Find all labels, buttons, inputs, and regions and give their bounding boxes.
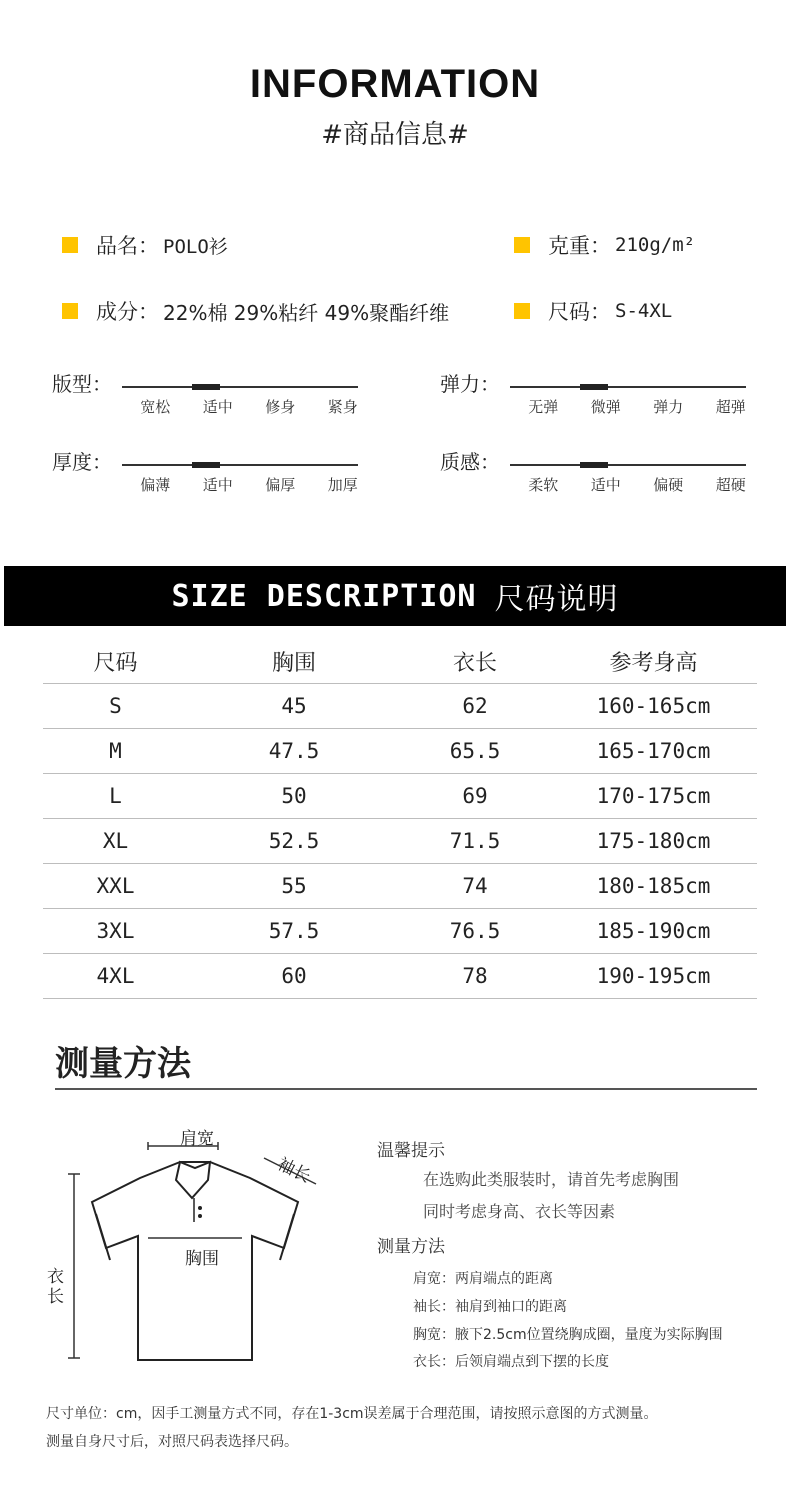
scale-label: 版型： bbox=[52, 372, 112, 396]
table-row bbox=[43, 774, 757, 819]
table-cell: 175-180cm bbox=[596, 829, 711, 853]
button-dot bbox=[198, 1206, 202, 1210]
footer-note: 测量自身尺寸后，对照尺码表选择尺码。 bbox=[46, 1434, 298, 1450]
method-line: 肩宽：两肩端点的距离 bbox=[413, 1271, 553, 1287]
table-cell: 180-185cm bbox=[596, 874, 711, 898]
section-divider bbox=[55, 1088, 757, 1090]
info-value: 22%棉 29%粘纤 49%聚酯纤维 bbox=[163, 300, 450, 325]
table-header-cell: 参考身高 bbox=[609, 651, 698, 676]
info-label: 尺码： bbox=[548, 300, 611, 324]
scale-marker bbox=[192, 384, 220, 390]
scale-option: 偏薄 bbox=[140, 476, 171, 494]
diagram-label-sleeve: 袖长 bbox=[274, 1154, 314, 1188]
scale-option: 超弹 bbox=[715, 398, 746, 416]
banner-title-en: SIZE DESCRIPTION bbox=[171, 578, 477, 614]
scale-option: 修身 bbox=[265, 398, 296, 416]
info-item-size bbox=[514, 296, 672, 326]
table-row bbox=[43, 864, 757, 909]
table-cell: 47.5 bbox=[268, 739, 320, 763]
info-value: 210g/m² bbox=[615, 234, 696, 256]
table-cell: 69 bbox=[462, 784, 488, 808]
table-cell: XXL bbox=[96, 874, 135, 898]
table-cell: 4XL bbox=[96, 964, 135, 988]
table-row bbox=[43, 729, 757, 774]
size-table bbox=[43, 640, 757, 999]
table-cell: 74 bbox=[462, 874, 488, 898]
bullet-square-icon bbox=[514, 237, 530, 253]
table-row bbox=[43, 819, 757, 864]
scale-option: 宽松 bbox=[140, 398, 171, 416]
scale-marker bbox=[580, 462, 608, 468]
info-value: S-4XL bbox=[615, 300, 673, 322]
table-header-row bbox=[43, 640, 757, 684]
tip-line: 在选购此类服装时，请首先考虑胸围 bbox=[423, 1170, 680, 1189]
table-cell: 165-170cm bbox=[596, 739, 711, 763]
diagram-label-length-1: 衣 bbox=[47, 1267, 64, 1287]
left-cuff bbox=[96, 1214, 110, 1260]
scale-marker bbox=[580, 384, 608, 390]
info-item-name bbox=[62, 230, 228, 260]
scale-option: 适中 bbox=[202, 398, 233, 416]
section-title-information: INFORMATION bbox=[249, 62, 541, 106]
table-header-cell: 胸围 bbox=[271, 651, 316, 676]
table-cell: 78 bbox=[462, 964, 488, 988]
info-label: 品名： bbox=[96, 234, 159, 258]
table-cell: 65.5 bbox=[449, 739, 501, 763]
table-row bbox=[43, 684, 757, 729]
bullet-square-icon bbox=[514, 303, 530, 319]
table-cell: 60 bbox=[281, 964, 307, 988]
table-cell: XL bbox=[102, 829, 129, 853]
info-value: POLO衫 bbox=[163, 235, 228, 258]
scale-track bbox=[510, 464, 746, 466]
scale-track bbox=[122, 464, 358, 466]
tip-line: 同时考虑身高、衣长等因素 bbox=[423, 1202, 616, 1221]
scale-option: 加厚 bbox=[327, 476, 358, 494]
scale-option: 无弹 bbox=[528, 398, 559, 416]
method-line: 衣长：后领肩端点到下摆的长度 bbox=[413, 1354, 609, 1370]
scale-label: 厚度： bbox=[52, 450, 112, 474]
scale-option: 适中 bbox=[590, 476, 621, 494]
scale-option: 适中 bbox=[202, 476, 233, 494]
bullet-square-icon bbox=[62, 303, 78, 319]
table-header-cell: 尺码 bbox=[93, 651, 138, 676]
banner-title-cn: 尺码说明 bbox=[494, 582, 619, 617]
table-cell: 190-195cm bbox=[596, 964, 711, 988]
scale-option: 紧身 bbox=[327, 398, 358, 416]
scale-option: 微弹 bbox=[590, 398, 621, 416]
scale-fit bbox=[52, 368, 382, 418]
button-dot bbox=[198, 1214, 202, 1218]
scale-label: 弹力： bbox=[440, 372, 500, 396]
diagram-label-chest: 胸围 bbox=[185, 1249, 219, 1269]
scale-track bbox=[510, 386, 746, 388]
method-line: 袖长：袖肩到袖口的距离 bbox=[413, 1299, 567, 1315]
right-cuff bbox=[280, 1214, 294, 1260]
scale-label: 质感： bbox=[440, 450, 500, 474]
scale-thickness bbox=[52, 446, 382, 496]
info-label: 克重： bbox=[548, 234, 611, 258]
scale-option: 弹力 bbox=[653, 398, 684, 416]
method-line: 胸宽：腋下2.5cm位置绕胸成圈，量度为实际胸围 bbox=[413, 1327, 723, 1343]
table-cell: 50 bbox=[281, 784, 307, 808]
table-cell: S bbox=[109, 694, 122, 718]
info-item-weight bbox=[514, 230, 695, 260]
table-cell: 160-165cm bbox=[596, 694, 711, 718]
method-title: 测量方法 bbox=[377, 1237, 445, 1257]
diagram-label-length-2: 长 bbox=[47, 1287, 64, 1307]
polo-shirt-diagram bbox=[40, 1110, 340, 1370]
measure-section-title: 测量方法 bbox=[55, 1044, 191, 1084]
table-row bbox=[43, 909, 757, 954]
scale-marker bbox=[192, 462, 220, 468]
table-row bbox=[43, 954, 757, 999]
size-description-banner bbox=[4, 566, 786, 626]
info-item-composition bbox=[62, 296, 449, 326]
footer-note: 尺寸单位：cm，因手工测量方式不同，存在1-3cm误差属于合理范围，请按照示意图的方式测量。 bbox=[46, 1406, 658, 1422]
shirt-collar bbox=[176, 1162, 210, 1198]
scale-texture bbox=[440, 446, 770, 496]
bullet-square-icon bbox=[62, 237, 78, 253]
table-cell: 76.5 bbox=[449, 919, 501, 943]
table-cell: 170-175cm bbox=[596, 784, 711, 808]
table-cell: 185-190cm bbox=[596, 919, 711, 943]
table-cell: 71.5 bbox=[449, 829, 501, 853]
tips-title: 温馨提示 bbox=[377, 1141, 445, 1161]
scale-option: 超硬 bbox=[715, 476, 746, 494]
scale-option: 偏厚 bbox=[265, 476, 296, 494]
scale-elasticity bbox=[440, 368, 770, 418]
table-cell: 55 bbox=[281, 874, 307, 898]
table-cell: 52.5 bbox=[268, 829, 320, 853]
scale-option: 偏硬 bbox=[653, 476, 684, 494]
table-cell: 62 bbox=[462, 694, 488, 718]
table-header-cell: 衣长 bbox=[452, 651, 497, 676]
scale-track bbox=[122, 386, 358, 388]
table-cell: 3XL bbox=[96, 919, 135, 943]
section-subtitle: #商品信息# bbox=[321, 120, 469, 150]
table-cell: 57.5 bbox=[268, 919, 320, 943]
scale-option: 柔软 bbox=[528, 476, 559, 494]
table-cell: L bbox=[109, 784, 122, 808]
info-label: 成分： bbox=[96, 300, 159, 324]
diagram-label-shoulder: 肩宽 bbox=[180, 1129, 214, 1149]
table-cell: 45 bbox=[281, 694, 307, 718]
table-cell: M bbox=[109, 739, 122, 763]
